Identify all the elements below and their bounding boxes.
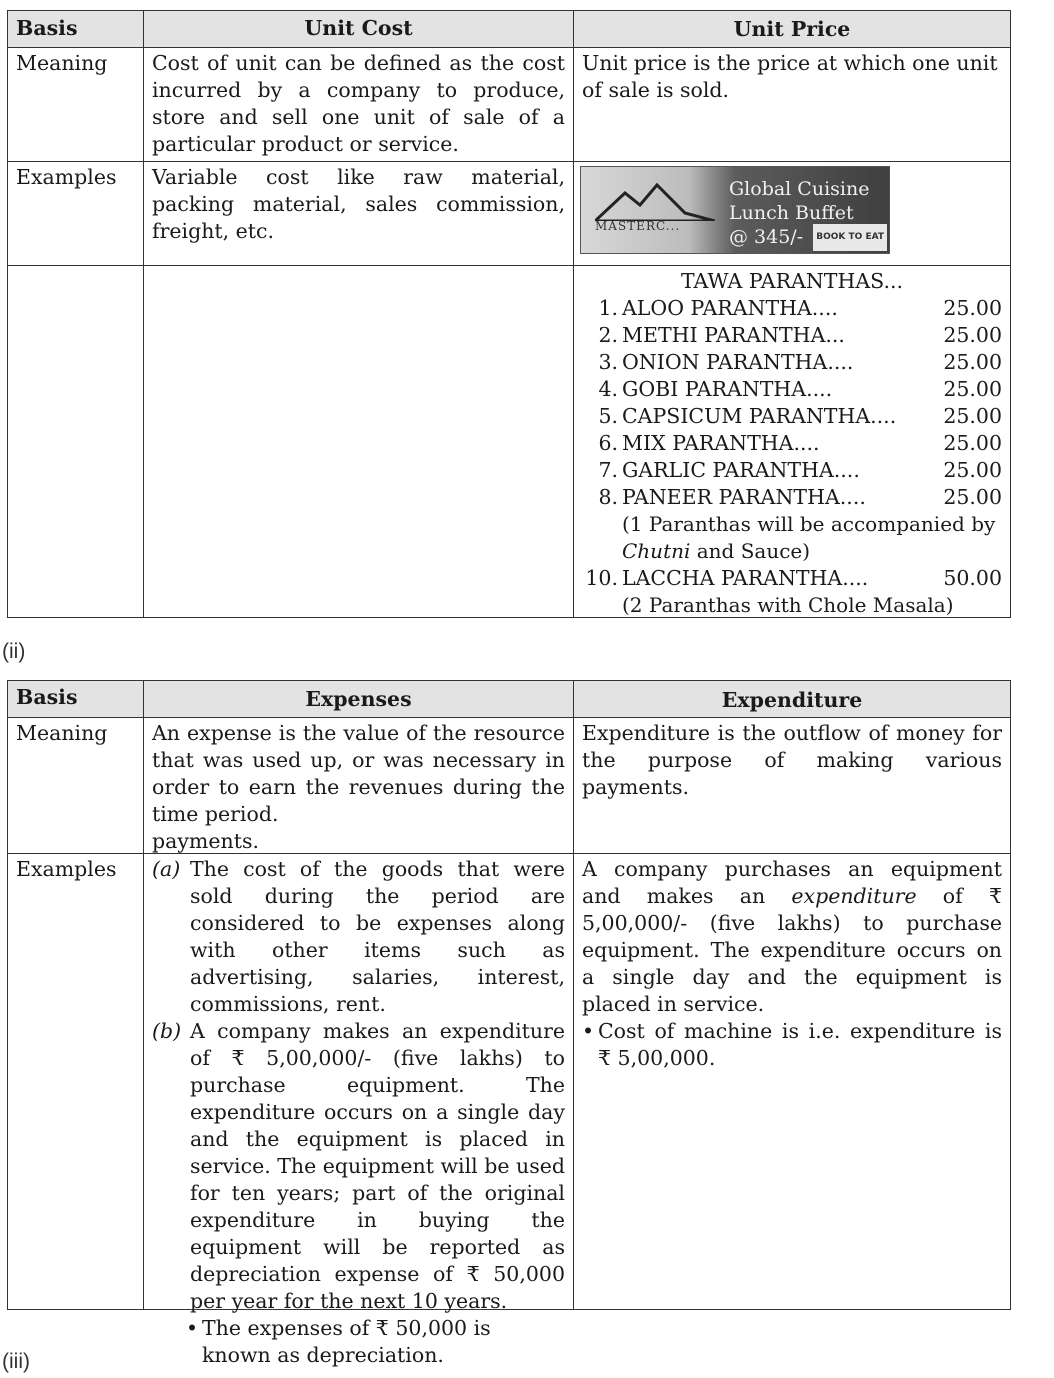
menu-item-name: ALOO PARANTHA.... bbox=[622, 296, 838, 320]
example-b-label: (b) bbox=[152, 1019, 182, 1043]
example-bullet bbox=[152, 1315, 565, 1369]
examples-row bbox=[8, 161, 1010, 265]
menu-item bbox=[582, 484, 1002, 511]
expenses-meaning bbox=[144, 718, 574, 853]
menu-item-name: GARLIC PARANTHA.... bbox=[622, 458, 860, 482]
unit-price-meaning: Unit price is the price at which one unit of sale is sold. bbox=[582, 51, 998, 102]
section-label-iii: (iii) bbox=[2, 1350, 30, 1373]
example-a bbox=[152, 856, 565, 1018]
menu-title: TAWA PARANTHAS... bbox=[680, 269, 903, 293]
ad-line-1: Global Cuisine bbox=[729, 178, 870, 200]
expenditure-example-b: of ₹ 5,00,000/- (five lakhs) to purchase equipment. The expenditure occurs on a single day and the equipment is placed in service. bbox=[582, 884, 1002, 1016]
table-header-row bbox=[8, 681, 1010, 717]
menu-item-num: 4. bbox=[598, 377, 618, 401]
header-expenses: Expenses bbox=[144, 681, 574, 717]
section-label-ii: (ii) bbox=[2, 640, 26, 663]
bullet-icon: • bbox=[186, 1316, 199, 1340]
menu-item bbox=[582, 349, 1002, 376]
ad-line-3: @ 345/- bbox=[729, 226, 804, 248]
menu-item bbox=[582, 430, 1002, 457]
header-basis: Basis bbox=[8, 11, 144, 47]
menu-item bbox=[582, 376, 1002, 403]
basis-empty bbox=[8, 266, 144, 617]
example-b-text: A company makes an expenditure of ₹ 5,00,000/- (five lakhs) to purchase equipment. The expenditure occurs on a single day and the equipment is placed in service. The equipment will be used for ten years; part of the original expenditure in buying the equipment will be reported as depreciation expense of ₹ 50,000 per year for the next 10 years. bbox=[190, 1019, 565, 1313]
menu-item-name: CAPSICUM PARANTHA.... bbox=[622, 404, 897, 428]
menu-item bbox=[582, 295, 1002, 322]
menu-note-1 bbox=[582, 511, 1002, 565]
menu-item-name: PANEER PARANTHA.... bbox=[622, 485, 866, 509]
header-unit-price: Unit Price bbox=[733, 17, 851, 41]
menu-item-price: 25.00 bbox=[943, 458, 1002, 482]
menu-item-num: 6. bbox=[598, 431, 618, 455]
expenditure-examples bbox=[574, 854, 1010, 1309]
expenses-examples bbox=[144, 854, 574, 1367]
menu-item-name: MIX PARANTHA.... bbox=[622, 431, 820, 455]
menu-item bbox=[582, 403, 1002, 430]
expenditure-example-a: A company purchases an equipment and makes an bbox=[582, 857, 1002, 908]
menu-note-italic: Chutni bbox=[622, 539, 691, 563]
menu-item-price: 25.00 bbox=[943, 485, 1002, 509]
menu-note-2: (2 Paranthas with Chole Masala) bbox=[622, 593, 954, 617]
menu-item-price: 25.00 bbox=[943, 296, 1002, 320]
menu-item-num: 3. bbox=[598, 350, 618, 374]
menu-note-1b-rest: and Sauce) bbox=[690, 539, 811, 563]
menu-item-price: 25.00 bbox=[943, 404, 1002, 428]
unit-cost-meaning: Cost of unit can be defined as the cost incurred by a company to produce, store and sell one unit of sale of a particular product or service. bbox=[144, 48, 574, 161]
expenditure-bullet-text: Cost of machine is i.e. expenditure is ₹ 5,00,000. bbox=[598, 1019, 1002, 1070]
menu-item-name: METHI PARANTHA... bbox=[622, 323, 845, 347]
unit-cost-empty bbox=[144, 266, 574, 617]
expenses-meaning-text: An expense is the value of the resource that was used up, or was necessary in order to earn the revenues during the time period. bbox=[152, 721, 565, 826]
example-b bbox=[152, 1018, 565, 1315]
basis-meaning: Meaning bbox=[8, 48, 144, 161]
ad-line-2: Lunch Buffet bbox=[729, 202, 854, 224]
menu-item-num: 5. bbox=[598, 404, 618, 428]
menu-item-price: 50.00 bbox=[943, 566, 1002, 590]
header-unit-cost: Unit Cost bbox=[144, 11, 574, 47]
menu-item-num: 8. bbox=[598, 485, 618, 509]
menu-item-num: 2. bbox=[598, 323, 618, 347]
expenditure-bullet bbox=[582, 1018, 1002, 1072]
ad-brand: MASTERC... bbox=[595, 219, 681, 233]
menu-item-price: 25.00 bbox=[943, 431, 1002, 455]
parantha-menu bbox=[574, 266, 1010, 617]
buffet-ad-banner bbox=[580, 166, 890, 254]
expenses-meaning-extra: payments. bbox=[152, 829, 259, 853]
header-basis: Basis bbox=[8, 681, 144, 717]
menu-item bbox=[582, 457, 1002, 484]
menu-list bbox=[582, 295, 1002, 511]
menu-item-price: 25.00 bbox=[943, 377, 1002, 401]
menu-item bbox=[582, 322, 1002, 349]
ad-tag: BOOK TO EAT bbox=[813, 224, 887, 251]
menu-item-name: ONION PARANTHA.... bbox=[622, 350, 854, 374]
unit-price-examples bbox=[574, 162, 1010, 265]
basis-examples: Examples bbox=[8, 162, 144, 265]
menu-item-10 bbox=[582, 565, 1002, 592]
menu-item-name: LACCHA PARANTHA.... bbox=[622, 566, 869, 590]
basis-examples: Examples bbox=[8, 854, 144, 1309]
meaning-row bbox=[8, 47, 1010, 161]
menu-row bbox=[8, 265, 1010, 617]
menu-note-1b bbox=[622, 538, 1002, 565]
unit-cost-examples: Variable cost like raw material, packing material, sales commission, freight, etc. bbox=[144, 162, 574, 265]
example-a-label: (a) bbox=[152, 857, 181, 881]
example-bullet-text: The expenses of ₹ 50,000 is known as depreciation. bbox=[202, 1316, 491, 1367]
menu-note-1a: (1 Paranthas will be accompanied by bbox=[622, 512, 996, 536]
bullet-icon: • bbox=[582, 1019, 595, 1043]
menu-item-num: 1. bbox=[598, 296, 618, 320]
menu-item-num: 7. bbox=[598, 458, 618, 482]
header-expenditure: Expenditure bbox=[721, 688, 863, 712]
expenditure-meaning: Expenditure is the outflow of money for the purpose of making various payments. bbox=[582, 721, 1002, 799]
meaning-row bbox=[8, 717, 1010, 853]
example-a-text: The cost of the goods that were sold during the period are considered to be expenses along with other items such as advertising, salaries, interest, commissions, rent. bbox=[190, 857, 565, 1016]
menu-item-num: 10. bbox=[585, 566, 618, 590]
expenditure-example-text bbox=[582, 856, 1002, 1018]
menu-item-price: 25.00 bbox=[943, 350, 1002, 374]
expenditure-example-italic: expenditure bbox=[791, 884, 917, 908]
menu-item-name: GOBI PARANTHA.... bbox=[622, 377, 833, 401]
unit-cost-vs-price-table bbox=[7, 10, 1011, 618]
basis-meaning: Meaning bbox=[8, 718, 144, 853]
table-header-row bbox=[8, 11, 1010, 47]
menu-item-price: 25.00 bbox=[943, 323, 1002, 347]
